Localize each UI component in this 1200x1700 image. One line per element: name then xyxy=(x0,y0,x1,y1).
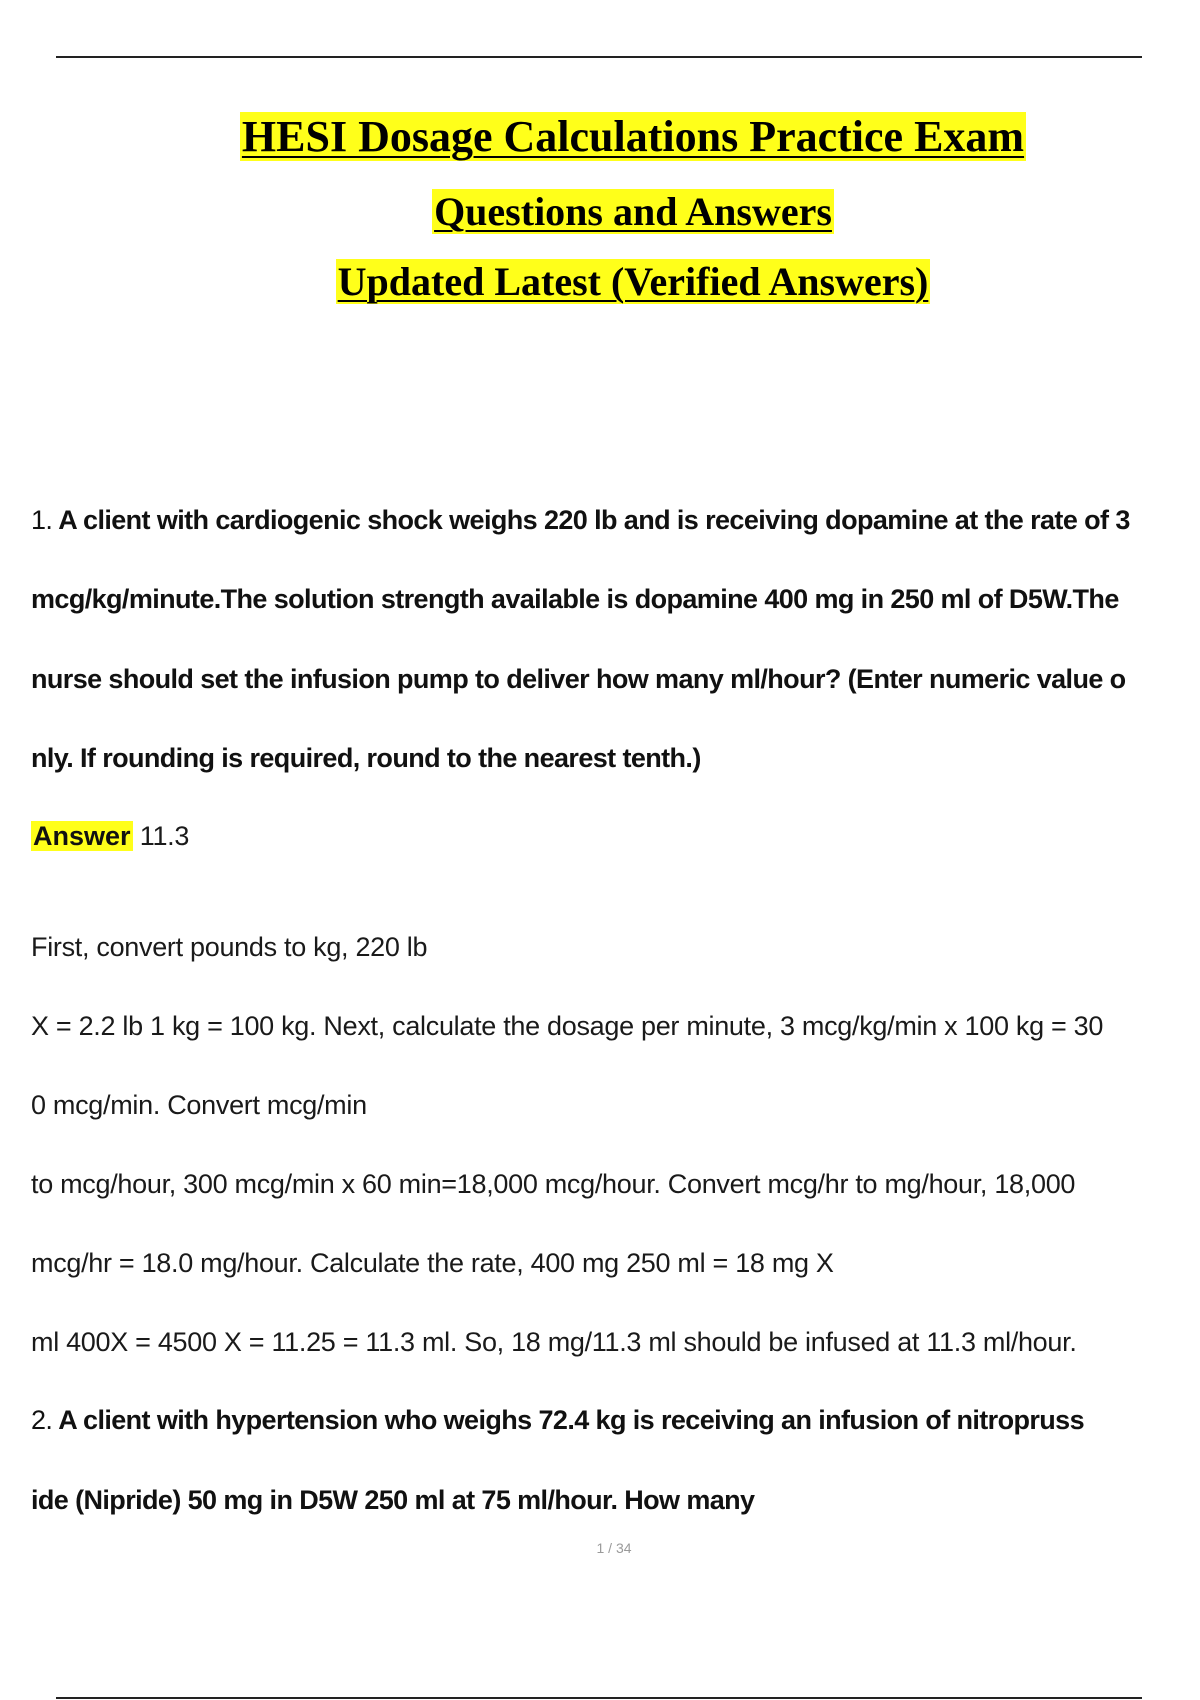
question-1-line-4: nly. If rounding is required, round to the nearest tenth.) xyxy=(31,743,701,773)
bottom-rule xyxy=(56,1697,1142,1699)
explanation-line-3: 0 mcg/min. Convert mcg/min xyxy=(31,1090,367,1120)
question-1-line-3: nurse should set the infusion pump to deliver how many ml/hour? (Enter numeric value o xyxy=(31,664,1126,694)
top-rule xyxy=(56,56,1142,58)
explanation-line-2: X = 2.2 lb 1 kg = 100 kg. Next, calculate the dosage per minute, 3 mcg/kg/min x 100 kg = 30 xyxy=(31,1011,1104,1041)
document-title: HESI Dosage Calculations Practice Exam xyxy=(241,112,1025,161)
page-indicator: 1 / 34 xyxy=(596,1540,632,1556)
title-block xyxy=(0,108,1200,308)
question-2-line-1: 2. A client with hypertension who weighs 72.4 kg is receiving an infusion of nitropruss xyxy=(31,1405,1085,1435)
explanation-line-6: ml 400X = 4500 X = 11.25 = 11.3 ml. So, 18 mg/11.3 ml should be infused at 11.3 ml/hour. xyxy=(31,1327,1077,1357)
explanation-line-5: mcg/hr = 18.0 mg/hour. Calculate the rate, 400 mg 250 ml = 18 mg X xyxy=(31,1248,834,1278)
question-1-number: 1. xyxy=(31,505,53,535)
question-2-line-2: ide (Nipride) 50 mg in D5W 250 ml at 75 ml/hour. How many xyxy=(31,1485,755,1515)
answer-label: Answer xyxy=(33,821,131,851)
answer-value: 11.3 xyxy=(132,821,190,851)
document-subtitle: Questions and Answers xyxy=(434,189,832,234)
question-1-line-2: mcg/kg/minute.The solution strength available is dopamine 400 mg in 250 ml of D5W.The xyxy=(31,584,1119,614)
explanation-line-1: First, convert pounds to kg, 220 lb xyxy=(31,932,428,962)
question-1-line-1: 1. A client with cardiogenic shock weighs 220 lb and is receiving dopamine at the rate of 3 xyxy=(31,505,1130,535)
explanation-line-4: to mcg/hour, 300 mcg/min x 60 min=18,000 mcg/hour. Convert mcg/hr to mg/hour, 18,000 xyxy=(31,1169,1076,1199)
question-1-answer xyxy=(31,818,189,854)
question-2-number: 2. xyxy=(31,1405,53,1435)
document-tagline: Updated Latest (Verified Answers) xyxy=(337,259,929,304)
